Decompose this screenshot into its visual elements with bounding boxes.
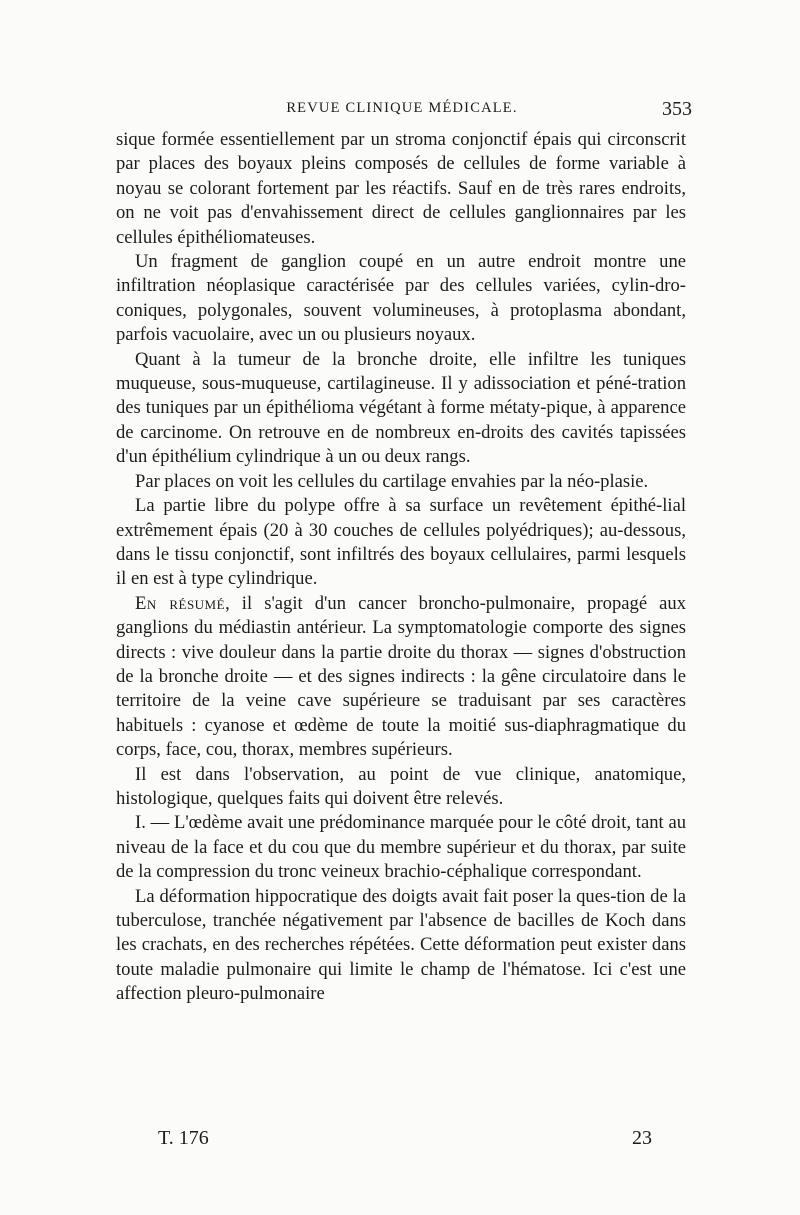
paragraph: Quant à la tumeur de la bronche droite, elle infiltre les tuniques muqueuse, sous-muqueuse, cartilagineuse. Il y adissociation et péné-tration des tuniques par un épithélioma végétant à forme métaty-pique, à apparence de carcinome. On retrouve en de nombreux en-droits des cavités tapissées d'un épithélium cylindrique à un ou deux rangs.	[116, 348, 686, 468]
paragraph-resume	[116, 592, 686, 763]
body-text	[116, 128, 686, 1007]
volume-mark: T. 176	[158, 1127, 209, 1149]
paragraph: La partie libre du polype offre à sa surface un revêtement épithé-lial extrêmement épais (20 à 30 couches de cellules polyédriques); au-dessous, dans le tissu conjonctif, sont infiltrés des boyaux cellulaires, parmi lesquels il en est à type cylindrique.	[116, 495, 686, 590]
paragraph: La déformation hippocratique des doigts avait fait poser la ques-tion de la tuberculose, tranchée négativement par l'absence de bacilles de Koch dans les crachats, en des recherches répétées. Cette déformation peut exister dans toute maladie pulmonaire qui limite le champ de l'hématose. Ici c'est une affection pleuro-pulmonaire	[116, 885, 686, 1005]
paragraph: Par places on voit les cellules du cartilage envahies par la néo-plasie.	[135, 470, 649, 492]
paragraph: Un fragment de ganglion coupé en un autre endroit montre une infiltration néoplasique caractérisée par des cellules variées, cylin-dro-coniques, polygonales, souvent volumineuses, à protoplasma abondant, parfois vacuolaire, avec un ou plusieurs noyaux.	[116, 251, 686, 346]
page-header	[112, 98, 692, 122]
resume-lead: En résumé	[135, 592, 226, 614]
resume-text: , il s'agit d'un cancer broncho-pulmonaire, propagé aux ganglions du médiastin antérieur. La symptomatologie comporte des signes directs : vive douleur dans la partie droite du thorax — signes d'obstruction de la bronche droite — et des signes indirects : la gêne circulatoire dans le territoire de la veine cave supérieure se traduisant par ses caractères habituels : cyanose et œdème de toute la moitié sus-diaphragmatique du corps, face, cou, thorax, membres supérieurs.	[116, 592, 686, 761]
page-number: 353	[662, 98, 692, 120]
paragraph: Il est dans l'observation, au point de vue clinique, anatomique, histologique, quelques faits qui doivent être relevés.	[116, 763, 686, 809]
paragraph: I. — L'œdème avait une prédominance marquée pour le côté droit, tant au niveau de la face et du cou que du membre supérieur et du thorax, par suite de la compression du tronc veineux brachio-céphalique correspondant.	[116, 812, 686, 883]
running-head: REVUE CLINIQUE MÉDICALE.	[286, 100, 518, 116]
signature-mark: 23	[632, 1127, 652, 1149]
paragraph: sique formée essentiellement par un stroma conjonctif épais qui circonscrit par places des boyaux pleins composés de cellules de forme variable à noyau se colorant fortement par les réactifs. Sauf en de très rares endroits, on ne voit pas d'envahissement direct de cellules ganglionnaires par les cellules épithéliomateuses.	[116, 129, 686, 248]
page-footer	[158, 1127, 652, 1153]
